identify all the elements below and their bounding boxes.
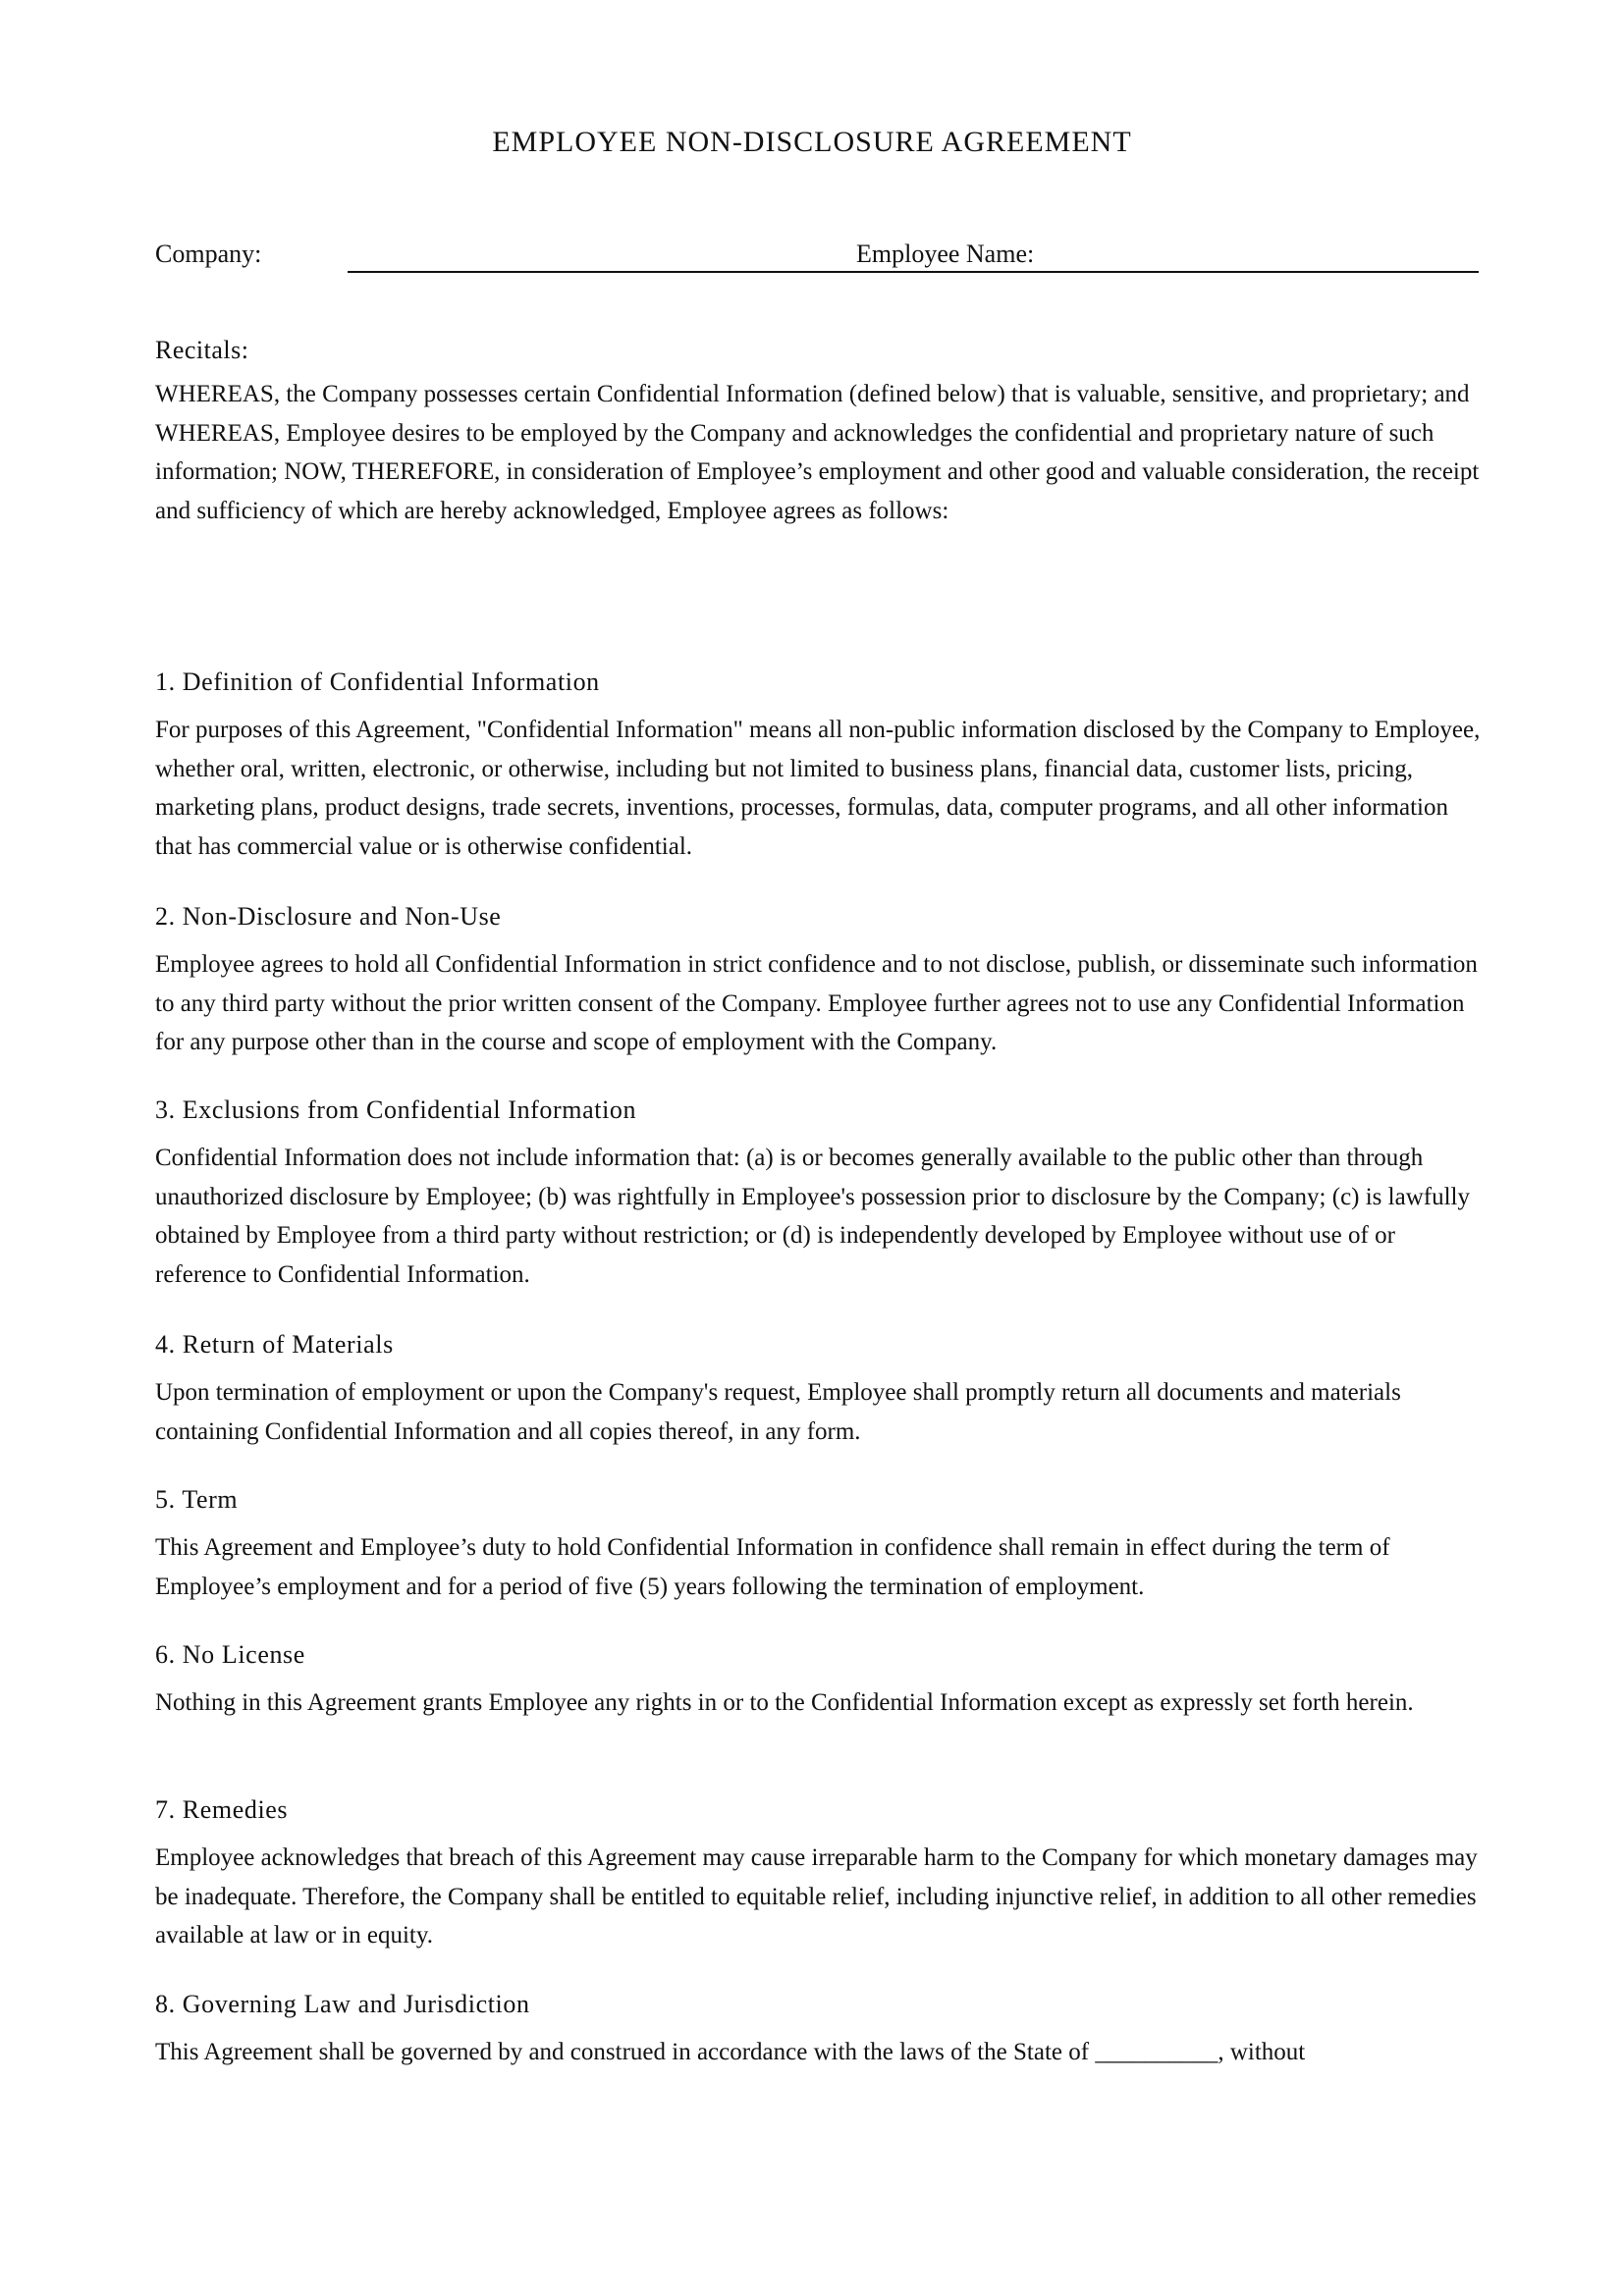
section-body: Nothing in this Agreement grants Employee any rights in or to the Confidential Information except as expressly set forth herein.	[155, 1689, 1414, 1716]
section-body: This Agreement shall be governed by and construed in accordance with the laws of the State of __________, without	[155, 2039, 1306, 2065]
section-body: Upon termination of employment or upon the Company's request, Employee shall promptly return all documents and materials containing Confidential Information and all copies thereof, in any form.	[155, 1379, 1401, 1445]
section-heading: 3. Exclusions from Confidential Information	[155, 1095, 637, 1124]
employee-name-label: Employee Name:	[856, 240, 1035, 268]
recitals-text: WHEREAS, the Company possesses certain Confidential Information (defined below) that is valuable, sensitive, and proprietary; and WHEREAS, Employee desires to be employed by the Company and acknowledges the confidential and proprietary nature of such information; NOW, THEREFORE, in consideration of Employee’s employment and other good and valuable consideration, the receipt and sufficiency of which are hereby acknowledged, Employee agrees as follows:	[155, 381, 1480, 524]
company-label: Company:	[155, 240, 262, 268]
section-body: Confidential Information does not include information that: (a) is or becomes generally available to the public other than through unauthorized disclosure by Employee; (b) was rightfully in Employee's possession prior to disclosure by the Company; (c) is lawfully obtained by Employee from a third party without restriction; or (d) is independently developed by Employee without use of or reference to Confidential Information.	[155, 1145, 1470, 1288]
section-heading: 7. Remedies	[155, 1795, 289, 1824]
section-body: This Agreement and Employee’s duty to hold Confidential Information in confidence shall remain in effect during the term of Employee’s employment and for a period of five (5) years following the termination of employment.	[155, 1534, 1390, 1600]
section-body: For purposes of this Agreement, "Confidential Information" means all non-public information disclosed by the Company to Employee, whether oral, written, electronic, or otherwise, including but not limited to business plans, financial data, customer lists, pricing, marketing plans, product designs, trade secrets, inventions, processes, formulas, data, computer programs, and all other information that has commercial value or is otherwise confidential.	[155, 717, 1481, 860]
section-heading: 2. Non-Disclosure and Non-Use	[155, 902, 502, 931]
section-body: Employee acknowledges that breach of this Agreement may cause irreparable harm to the Company for which monetary damages may be inadequate. Therefore, the Company shall be entitled to equitable relief, including injunctive relief, in addition to all other remedies available at law or in equity.	[155, 1844, 1478, 1949]
recitals-heading: Recitals:	[155, 336, 249, 364]
section-body: Employee agrees to hold all Confidential Information in strict confidence and to not disclose, publish, or disseminate such information to any third party without the prior written consent of the Company. Employee further agrees not to use any Confidential Information for any purpose other than in the course and scope of employment with the Company.	[155, 951, 1478, 1055]
section-heading: 5. Term	[155, 1485, 239, 1514]
signature-fill-line	[348, 271, 1479, 273]
document-title: EMPLOYEE NON-DISCLOSURE AGREEMENT	[492, 126, 1132, 158]
section-heading: 1. Definition of Confidential Information	[155, 667, 600, 696]
section-heading: 6. No License	[155, 1640, 305, 1669]
section-heading: 4. Return of Materials	[155, 1330, 394, 1359]
section-heading: 8. Governing Law and Jurisdiction	[155, 1990, 530, 2018]
